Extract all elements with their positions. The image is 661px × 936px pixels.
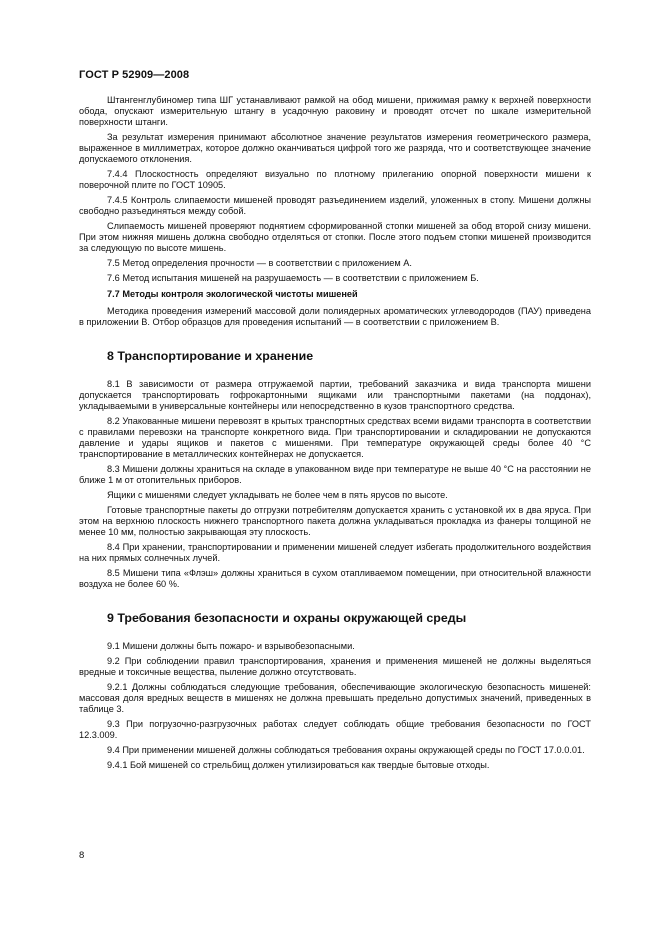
subsection-heading: 7.7 Методы контроля экологической чистоты мишеней [107, 289, 358, 299]
document-body [79, 95, 591, 771]
paragraph: 7.4.4 Плоскостность определяют визуально по плотному прилеганию опорной поверхности мишени к поверочной плите по ГОСТ 10905. [79, 169, 591, 190]
paragraph: 9.2.1 Должны соблюдаться следующие требования, обеспечивающие экологическую безопасность мишеней: массовая доля вредных веществ в мишенях не должна превышать предельно допустимых значений, приведенных в таблице 3. [79, 682, 591, 714]
paragraph: 9.4 При применении мишеней должны соблюдаться требования охраны окружающей среды по ГОСТ 17.0.0.01. [107, 745, 585, 755]
page-header-standard-code: ГОСТ Р 52909—2008 [79, 69, 190, 81]
paragraph: 8.4 При хранении, транспортировании и применении мишеней следует избегать продолжительного воздействия на них прямых солнечных лучей. [79, 542, 591, 563]
paragraph: Слипаемость мишеней проверяют поднятием сформированной стопки мишеней за обод второй снизу мишени. При этом нижняя мишень должна свободно отделяться от стопки. После этого подъем стопки мишеней производится за следующую по высоте мишень. [79, 221, 591, 253]
paragraph: За результат измерения принимают абсолютное значение результатов измерения геометрического размера, выраженное в миллиметрах, которое должно оканчиваться цифрой того же разряда, что и соответствующее значение допускаемого отклонения. [79, 132, 591, 164]
paragraph: 9.1 Мишени должны быть пожаро- и взрывобезопасными. [107, 641, 355, 651]
paragraph: 9.2 При соблюдении правил транспортирования, хранения и применения мишеней не должны выделяться вредные и токсичные вещества, пыление должно отсутствовать. [79, 656, 591, 677]
paragraph: 8.5 Мишени типа «Флэш» должны храниться в сухом отапливаемом помещении, при относительной влажности воздуха не более 60 %. [79, 568, 591, 589]
page-number: 8 [79, 850, 85, 861]
paragraph: 7.6 Метод испытания мишеней на разрушаемость — в соответствии с приложением Б. [107, 273, 479, 283]
paragraph: 9.4.1 Бой мишеней со стрельбищ должен утилизироваться как твердые бытовые отходы. [107, 760, 490, 770]
paragraph: 7.4.5 Контроль слипаемости мишеней проводят разъединением изделий, уложенных в стопу. Мишени должны свободно разъединяться между собой. [79, 195, 591, 216]
paragraph: 8.3 Мишени должны храниться на складе в упакованном виде при температуре не выше 40 °С на расстоянии не ближе 1 м от отопительных приборов. [79, 464, 591, 485]
paragraph: Штангенглубиномер типа ШГ устанавливают рамкой на обод мишени, прижимая рамку к верхней поверхности обода, опускают измерительную штангу в усадочную раковину и проводят отсчет по шкале измерительной поверхности штанги. [79, 95, 591, 127]
paragraph: 8.2 Упакованные мишени перевозят в крытых транспортных средствах всеми видами транспорта в соответствии с правилами перевозки на транспорте конкретного вида. При транспортировании и складировании не допускаются давление и удары ящиков и пакетов с мишенями. При температуре окружающей среды более 40 °С транспортирование в металлических контейнерах не допускается. [79, 416, 591, 459]
paragraph: Готовые транспортные пакеты до отгрузки потребителям допускается хранить с установкой их в два яруса. При этом на верхнюю плоскость нижнего транспортного пакета должна укладываться прокладка из фанеры толщиной не менее 10 мм, полностью закрывающая эту плоскость. [79, 505, 591, 537]
paragraph: Методика проведения измерений массовой доли полиядерных ароматических углеводородов (ПАУ) приведена в приложении В. Отбор образцов для проведения испытаний — в соответствии с приложением В. [79, 306, 591, 327]
section-heading: 9 Требования безопасности и охраны окружающей среды [107, 611, 467, 625]
paragraph: Ящики с мишенями следует укладывать не более чем в пять ярусов по высоте. [107, 490, 448, 500]
paragraph: 9.3 При погрузочно-разгрузочных работах следует соблюдать общие требования безопасности по ГОСТ 12.3.009. [79, 719, 591, 740]
paragraph: 8.1 В зависимости от размера отгружаемой партии, требований заказчика и вида транспорта мишени допускается транспортировать гофрокартонными ящиками или транспортными пакетами (на поддонах), укладываемыми в универсальные контейнеры или непосредственно в кузов транспортного средства. [79, 379, 591, 411]
section-heading: 8 Транспортирование и хранение [107, 349, 314, 363]
paragraph: 7.5 Метод определения прочности — в соответствии с приложением А. [107, 258, 412, 268]
